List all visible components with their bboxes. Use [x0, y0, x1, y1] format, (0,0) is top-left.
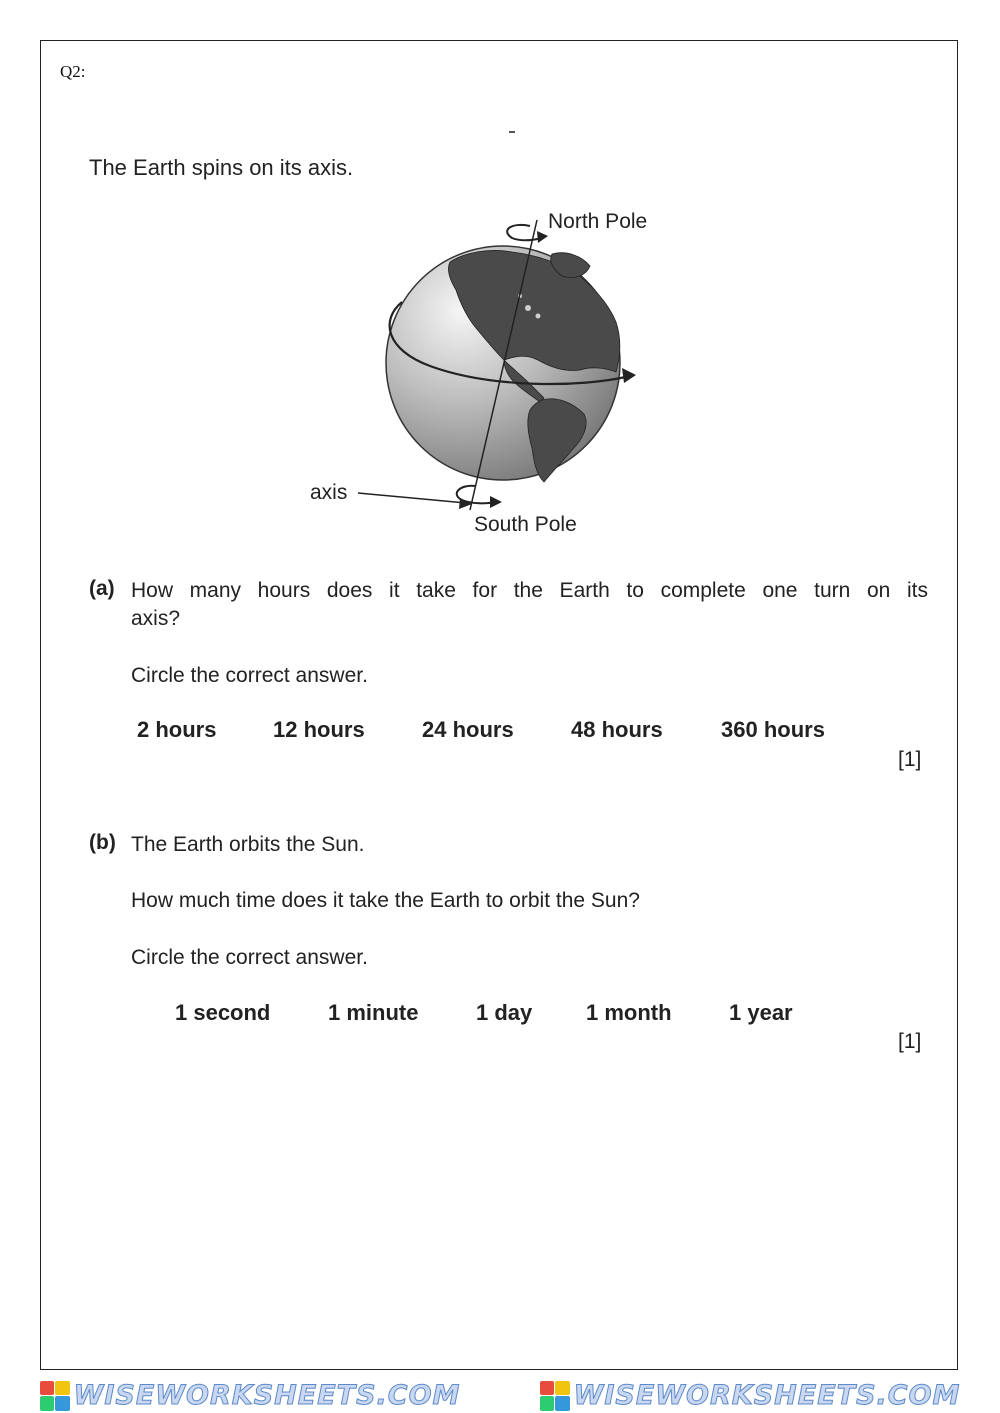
watermark-logo-icon	[40, 1381, 70, 1411]
part-a-option-1[interactable]: 2 hours	[137, 717, 217, 742]
part-b-letter: (b)	[89, 831, 116, 854]
part-b-marks: [1]	[898, 1030, 922, 1053]
north-pole-label: North Pole	[548, 210, 648, 233]
rotation-arrowhead	[622, 368, 636, 383]
part-b-instruction: Circle the correct answer.	[131, 946, 368, 969]
part-b-statement: The Earth orbits the Sun.	[131, 833, 365, 856]
part-a-option-5[interactable]: 360 hours	[721, 717, 825, 742]
part-b-question: How much time does it take the Earth to orbit the Sun?	[131, 889, 640, 912]
part-b-option-1[interactable]: 1 second	[175, 1000, 271, 1025]
part-a-option-2[interactable]: 12 hours	[273, 717, 365, 742]
watermark-logo-icon	[540, 1381, 570, 1411]
south-america-landmass	[528, 399, 586, 482]
north-arrowhead	[537, 231, 548, 243]
part-b-option-5[interactable]: 1 year	[729, 1000, 793, 1025]
south-pole-label: South Pole	[474, 513, 577, 536]
part-a-question-line2: axis?	[131, 607, 181, 630]
watermark-text: WISEWORKSHEETS.COM	[73, 1380, 461, 1411]
axis-label: axis	[310, 481, 348, 504]
part-a-marks: [1]	[898, 748, 922, 771]
intro-text: The Earth spins on its axis.	[89, 155, 354, 180]
earth-figure	[290, 200, 710, 550]
part-a-option-4[interactable]: 48 hours	[571, 717, 663, 742]
question-number: Q2:	[60, 62, 86, 81]
watermark-text: WISEWORKSHEETS.COM	[573, 1380, 961, 1411]
part-a-option-3[interactable]: 24 hours	[422, 717, 514, 742]
watermark-footer	[0, 1378, 1000, 1413]
axis-pointer-line	[358, 493, 466, 503]
part-b-option-4[interactable]: 1 month	[586, 1000, 672, 1025]
part-b-option-3[interactable]: 1 day	[476, 1000, 533, 1025]
part-a-question-line1: How many hours does it take for the Earth to complete one turn on its	[131, 579, 928, 602]
part-a-letter: (a)	[89, 577, 115, 600]
part-b-option-2[interactable]: 1 minute	[328, 1000, 419, 1025]
north-rotation-arrow	[507, 225, 542, 240]
watermark-block-2	[540, 1380, 961, 1411]
earth-diagram	[290, 200, 710, 550]
south-arrowhead	[490, 496, 502, 508]
stray-dash	[509, 131, 515, 133]
part-a-instruction: Circle the correct answer.	[131, 664, 368, 687]
watermark-block-1	[40, 1380, 461, 1411]
